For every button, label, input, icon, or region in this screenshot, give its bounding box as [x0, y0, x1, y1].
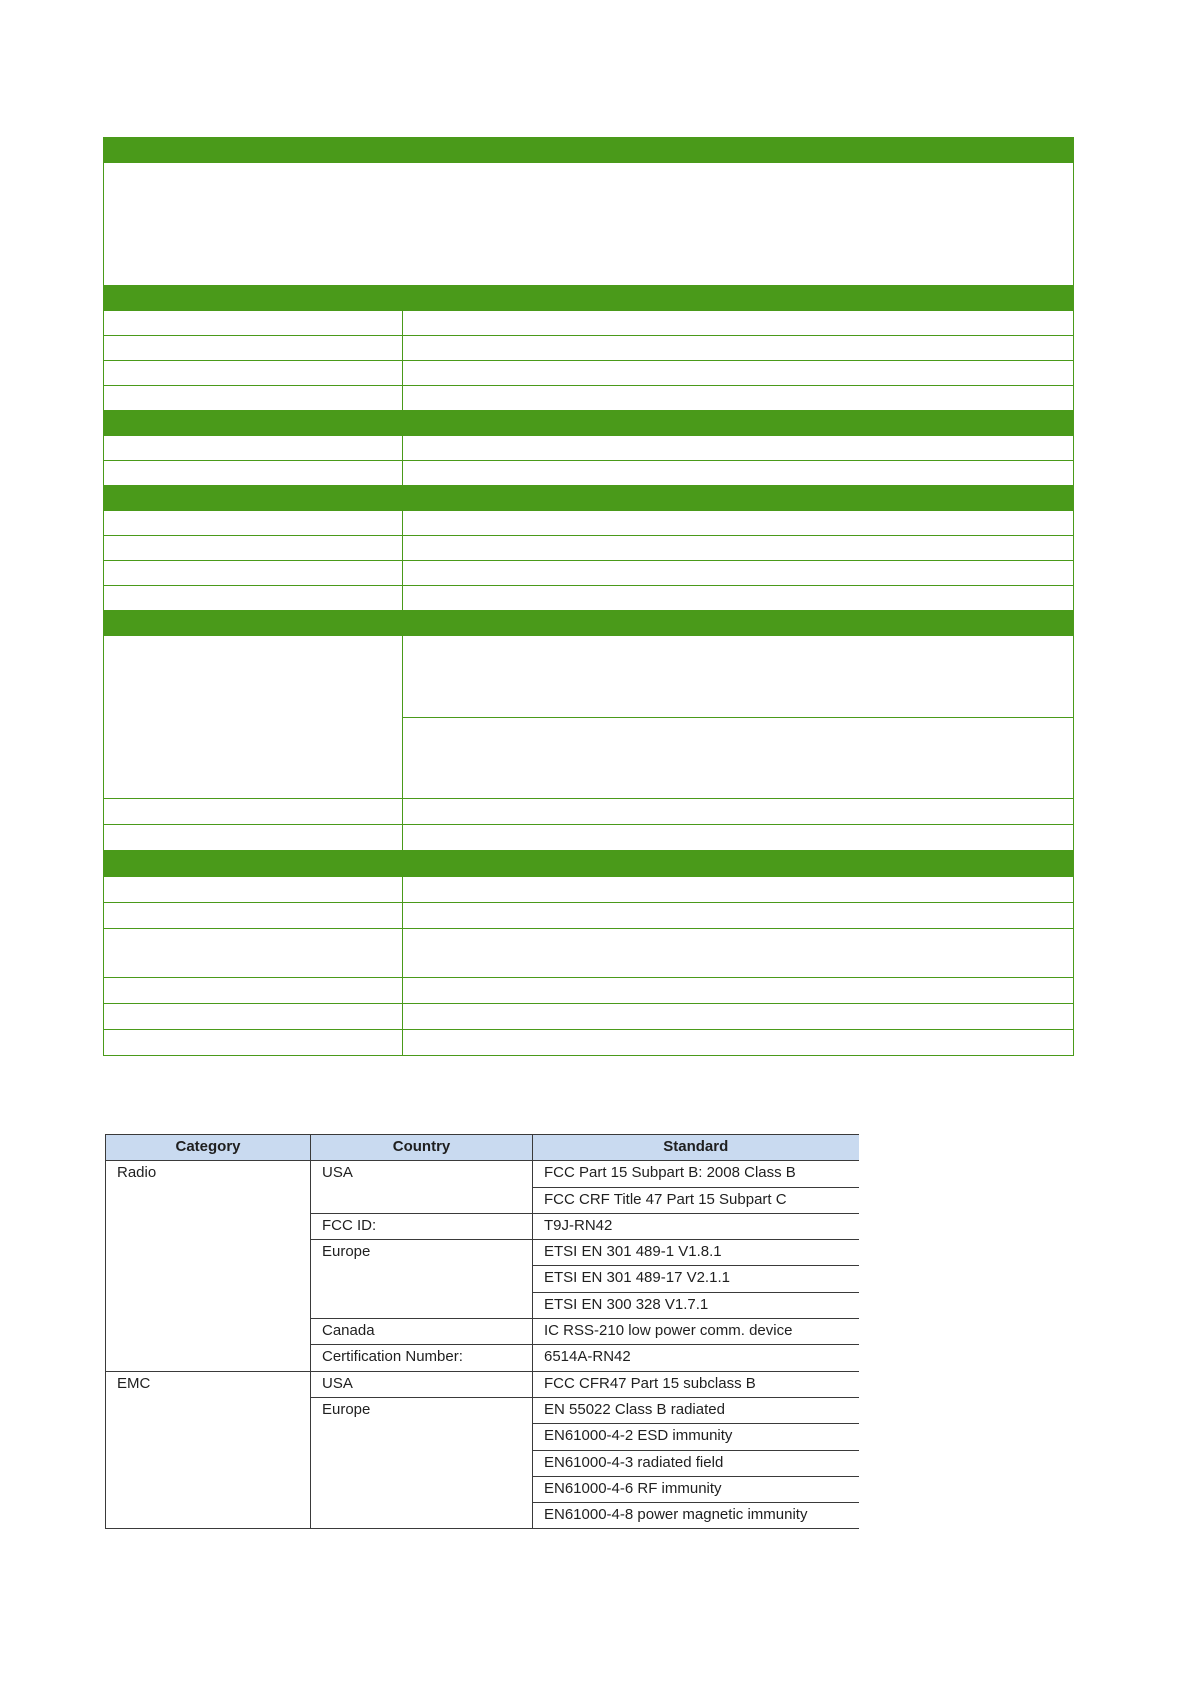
- category-cell: EMC: [106, 1371, 311, 1529]
- spec-row: [104, 436, 1074, 461]
- category-cell: Radio: [106, 1161, 311, 1371]
- country-cell: Canada: [311, 1319, 533, 1345]
- standard-cell: FCC CRF Title 47 Part 15 Subpart C: [533, 1187, 859, 1213]
- spec-row: [104, 978, 1074, 1004]
- country-cell: USA: [311, 1161, 533, 1214]
- standard-cell: 6514A-RN42: [533, 1345, 859, 1371]
- country-cell: Certification Number:: [311, 1345, 533, 1371]
- standard-cell: EN61000-4-6 RF immunity: [533, 1476, 859, 1502]
- spec-section-header: [104, 411, 1074, 436]
- spec-row: [104, 311, 1074, 336]
- spec-row: [104, 536, 1074, 561]
- standard-cell: EN61000-4-8 power magnetic immunity: [533, 1503, 859, 1529]
- spec-section-header: [104, 486, 1074, 511]
- spec-row: [104, 386, 1074, 411]
- country-cell: USA: [311, 1371, 533, 1397]
- spec-row: [104, 877, 1074, 903]
- spec-section-header: [104, 138, 1074, 163]
- country-cell: Europe: [311, 1240, 533, 1319]
- standard-cell: T9J-RN42: [533, 1213, 859, 1239]
- spec-section-header: [104, 611, 1074, 636]
- spec-row: [104, 799, 1074, 825]
- spec-intro-row: [104, 163, 1074, 286]
- standard-cell: EN61000-4-3 radiated field: [533, 1450, 859, 1476]
- standard-cell: ETSI EN 301 489-17 V2.1.1: [533, 1266, 859, 1292]
- spec-row: [104, 825, 1074, 851]
- country-cell: FCC ID:: [311, 1213, 533, 1239]
- spec-row: [104, 636, 1074, 718]
- spec-row: [104, 1030, 1074, 1056]
- spec-row: [104, 929, 1074, 978]
- spec-row: [104, 561, 1074, 586]
- spec-row: [104, 361, 1074, 386]
- header-standard: Standard: [533, 1135, 859, 1161]
- header-country: Country: [311, 1135, 533, 1161]
- compliance-table: [105, 1134, 859, 1529]
- standard-cell: IC RSS-210 low power comm. device: [533, 1319, 859, 1345]
- spec-row: [104, 511, 1074, 536]
- spec-table: [103, 137, 1074, 1056]
- spec-row: [104, 461, 1074, 486]
- country-cell: Europe: [311, 1397, 533, 1528]
- standard-cell: ETSI EN 300 328 V1.7.1: [533, 1292, 859, 1318]
- spec-row: [104, 336, 1074, 361]
- standard-cell: FCC Part 15 Subpart B: 2008 Class B: [533, 1161, 859, 1187]
- standard-cell: EN61000-4-2 ESD immunity: [533, 1424, 859, 1450]
- spec-row: [104, 1004, 1074, 1030]
- standard-cell: FCC CFR47 Part 15 subclass B: [533, 1371, 859, 1397]
- header-category: Category: [106, 1135, 311, 1161]
- standard-cell: ETSI EN 301 489-1 V1.8.1: [533, 1240, 859, 1266]
- standard-cell: EN 55022 Class B radiated: [533, 1397, 859, 1423]
- spec-row: [104, 903, 1074, 929]
- table-row: [106, 1371, 859, 1397]
- spec-row: [104, 586, 1074, 611]
- compliance-header-row: [106, 1135, 859, 1161]
- table-row: [106, 1161, 859, 1187]
- spec-section-header: [104, 851, 1074, 877]
- spec-section-header: [104, 286, 1074, 311]
